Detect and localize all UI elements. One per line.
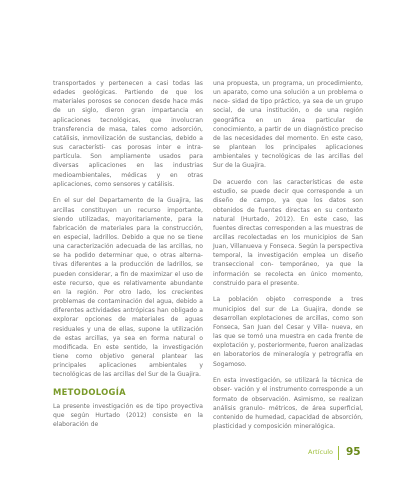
- footer-divider: [338, 446, 339, 460]
- right-column: [213, 79, 363, 439]
- right-paragraph-2: De acuerdo con las características de este estudio, se puede decir que corresponde a un diseño de campo, ya que los datos son obtenidos de fuentes directas en su contexto natural (Hurtado, 2012). En este caso, las fuentes directas corresponden a las muestras de arcillas recolectadas en los municipios de San Juan, Villanueva y Fonseca. Según la perspectiva temporal, la investigación emplea un diseño transeccional con- temporáneo, ya que la información se recolecta en único momento, construido para el presente.: [213, 179, 363, 287]
- left-column: [53, 79, 203, 437]
- section-heading: METODOLOGÍA: [53, 387, 126, 397]
- right-paragraph-4: En esta investigación, se utilizará la técnica de obser- vación y el instrumento corresponde a un formato de observación. Asimismo, se realizan análisis granulo- métricos, de área superficial, contenido de humedad, capacidad de absorción, plasticidad y composición mineralógica.: [213, 377, 363, 430]
- page-footer: [280, 446, 380, 460]
- left-paragraph-1: transportados y pertenecen a casi todas las edades geológicas. Partiendo de que los materiales porosos se conocen desde hace más de un siglo, dieron gran impartancia en aplicaciones tecnológicas, que involucran transferencia de masa, tales como adsorción, catálisis, inmovilización de sustancias, debido a sus característi- cas porosas inter e intra-partícula. Son ampliamente usados para diversas aplicaciones en las industrias medioambientales, médicas y en otras aplicaciones, como sensores y catálisis.: [53, 80, 203, 188]
- page-number: 95: [346, 446, 361, 458]
- left-paragraph-3: La presente investigación es de tipo proyectiva que según Hurtado (2012) consiste en la elaboración de: [53, 403, 203, 429]
- right-paragraph-1: una propuesta, un programa, un procedimiento, un aparato, como una solución a un problema o nece- sidad de tipo práctico, ya sea de un grupo social, de una institución, o de una región geográfica en un área particular de conocimiento, a partir de un diagnóstico preciso de las necesidades del momento. En este caso, se plantean los principales aplicaciones ambientales y tecnológicas de las arcillas del Sur de la Guajira.: [213, 80, 363, 170]
- footer-section-label: Artículo: [308, 448, 333, 456]
- right-paragraph-3: La población objeto corresponde a tres municipios del sur de La Guajira, donde se desarrollan explotaciones de arcillas, como son Fonseca, San Juan del Cesar y Villa- nueva, en las que se tomó una muestra en cada frente de explotación y, posteriormente, fueron analizadas en laboratorios de mineralogía y petrografía en Sogamoso.: [213, 296, 363, 368]
- left-paragraph-2: En el sur del Departamento de la Guajira, las arcillas constituyen un recurso importante, siendo utilizadas, mayoritariamente, para la fabricación de materiales para la construcción, en especial, ladrillos. Debido a que no se tiene una caracterización adecuada de las arcillas, no se ha podido determinar que, o otras alterna- tivas diferentes a la producción de ladrillos, se pueden considerar, a fin de maximizar el uso de este recurso, que es relativamente abundante en la región. Por otro lado, los crecientes problemas de contaminación del agua, debido a diferentes actividades antrópicas han obligado a explorar opciones de materiales de aguas residuales y una de ellas, supone la utilización de estas arcillas, ya sea en forma natural o modificada. En este sentido, la investigación tiene como objetivo general plantear las principales aplicaciones ambientales y tecnológicas de las arcillas del Sur de la Guajira.: [53, 197, 203, 379]
